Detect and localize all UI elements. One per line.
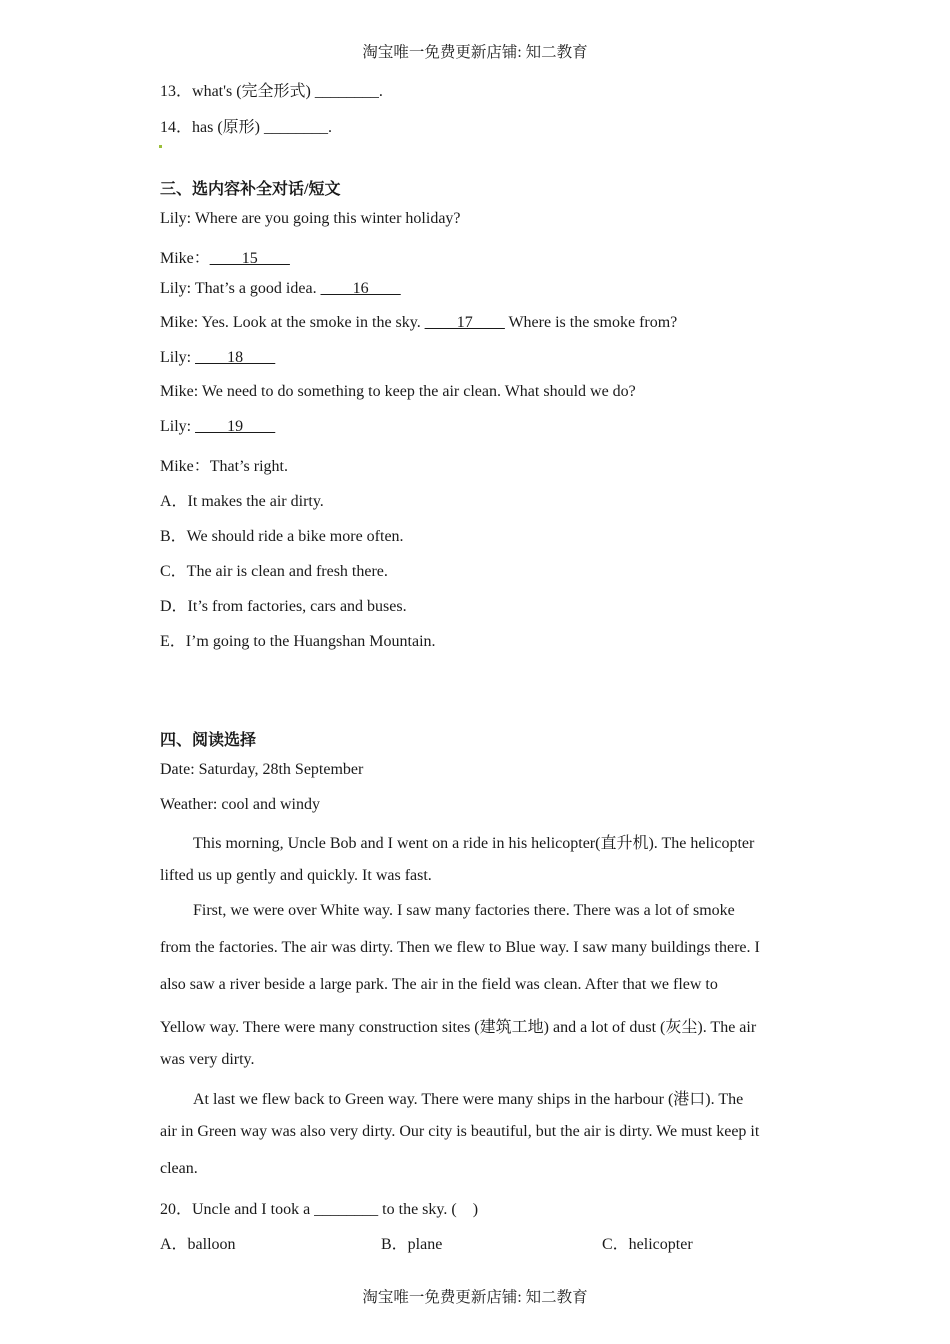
paragraph-2-line-2: from the factories. The air was dirty. Then we flew to Blue way. I saw many buildings there. I (160, 939, 760, 956)
question-text: has (原形) ________. (192, 119, 333, 136)
paragraph-3-line-1: At last we flew back to Green way. There were many ships in the harbour (港口). The (193, 1091, 744, 1108)
question-text: what's (完全形式) ________. (192, 83, 383, 100)
dialogue-line-8: Mike：That’s right. (160, 458, 288, 475)
paragraph-2-line-1: First, we were over White way. I saw many factories there. There was a lot of smoke (193, 902, 735, 919)
blank-19[interactable]: ____19____ (195, 418, 276, 435)
paragraph-3-line-2: air in Green way was also very dirty. Our city is beautiful, but the air is dirty. We must keep it (160, 1123, 760, 1140)
q20-option-b[interactable]: B．plane (381, 1236, 443, 1253)
blank-18[interactable]: ____18____ (195, 349, 276, 366)
paragraph-1-line-2: lifted us up gently and quickly. It was fast. (160, 867, 432, 884)
paragraph-1-line-1: This morning, Uncle Bob and I went on a ride in his helicopter(直升机). The helicopter (193, 835, 755, 852)
question-14 (160, 114, 332, 137)
blank-15[interactable]: ____15____ (209, 250, 290, 267)
dialogue-line-2 (160, 245, 290, 268)
section-4-heading: 四、阅读选择 (160, 732, 257, 749)
q20-option-c[interactable]: C．helicopter (602, 1236, 693, 1253)
question-13 (160, 78, 383, 101)
option-c: C．The air is clean and fresh there. (160, 563, 388, 580)
question-number: 13． (160, 83, 193, 100)
dialogue-line-4 (160, 314, 677, 332)
diary-date: Date: Saturday, 28th September (160, 761, 364, 778)
dialogue-text: Mike: Yes. Look at the smoke in the sky. (160, 314, 425, 331)
paragraph-2-line-5: was very dirty. (160, 1051, 255, 1068)
paragraph-2-line-3: also saw a river beside a large park. The air in the field was clean. After that we flew to (160, 976, 718, 993)
dialogue-line-1: Lily: Where are you going this winter holiday? (160, 210, 461, 227)
dialogue-text: Lily: That’s a good idea. (160, 280, 321, 297)
dialogue-line-7 (160, 418, 275, 436)
dialogue-text-after: Where is the smoke from? (504, 314, 678, 331)
blank-17[interactable]: ____17____ (424, 314, 505, 331)
section-3-heading: 三、选内容补全对话/短文 (160, 181, 341, 198)
dialogue-line-6: Mike: We need to do something to keep the air clean. What should we do? (160, 383, 636, 400)
page-header: 淘宝唯一免费更新店铺: 知二教育 (362, 44, 588, 61)
page-footer: 淘宝唯一免费更新店铺: 知二教育 (362, 1289, 588, 1306)
speaker: Lily: (160, 418, 196, 435)
speaker: Mike： (160, 250, 210, 267)
blank-16[interactable]: ____16____ (320, 280, 401, 297)
paragraph-2-line-4: Yellow way. There were many construction sites (建筑工地) and a lot of dust (灰尘). The air (160, 1019, 757, 1036)
question-number: 14． (160, 119, 193, 136)
option-e: E．I’m going to the Huangshan Mountain. (160, 633, 436, 650)
option-a: A．It makes the air dirty. (160, 493, 324, 510)
decorative-dot (159, 145, 162, 148)
diary-weather: Weather: cool and windy (160, 796, 320, 813)
option-d: D．It’s from factories, cars and buses. (160, 598, 407, 615)
dialogue-line-5 (160, 349, 275, 367)
paragraph-3-line-3: clean. (160, 1160, 198, 1177)
option-b: B．We should ride a bike more often. (160, 528, 404, 545)
q20-option-a[interactable]: A．balloon (160, 1236, 236, 1253)
dialogue-line-3 (160, 280, 401, 298)
speaker: Lily: (160, 349, 196, 366)
question-20: 20．Uncle and I took a ________ to the sky. ( ) (160, 1201, 479, 1218)
